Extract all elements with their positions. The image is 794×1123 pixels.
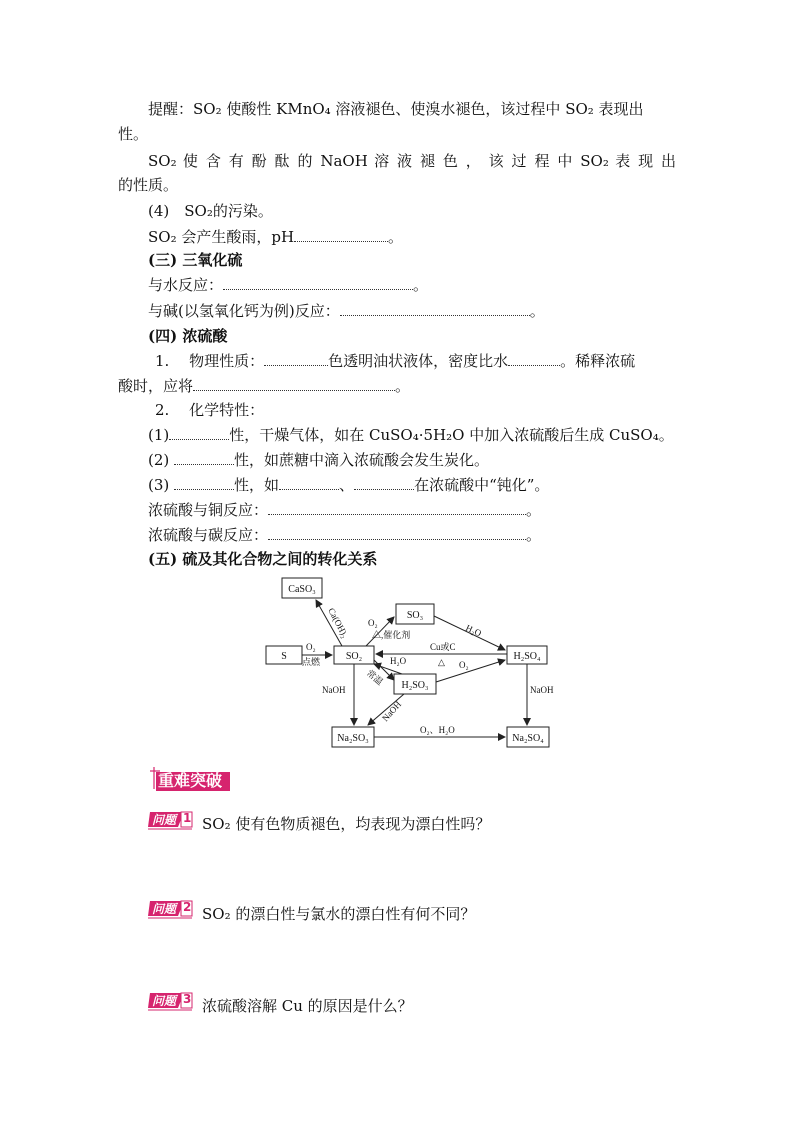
phys-line-1: [155, 351, 635, 371]
so3-water-end: 。: [413, 276, 429, 294]
acid-rain-prefix: SO₂ 会产生酸雨，pH: [148, 228, 295, 246]
ph-blank: [294, 227, 388, 242]
question-3-label: 问题: [152, 994, 177, 1008]
so3-base-label: 与碱(以氢氧化钙为例)反应：: [148, 302, 340, 320]
label-naoh-b: NaOH: [380, 699, 404, 724]
question-3-number: 3: [183, 992, 192, 1006]
c-reaction-label: 浓硫酸与碳反应：: [148, 526, 269, 544]
conversion-heading: (五) 硫及其化合物之间的转化关系: [148, 550, 378, 568]
phys-line-2: [118, 376, 410, 396]
node-caso3: CaSO₃: [288, 584, 316, 595]
question-1-tag: [148, 810, 194, 830]
property-3-metal-blank-2: [354, 475, 414, 490]
label-h2o-b: H₂O: [390, 656, 407, 666]
label-room-temp: 常温: [364, 667, 385, 688]
breakthrough-banner: 重难突破: [158, 771, 223, 790]
phys-mid-1: 色透明油状液体，密度比水: [328, 352, 509, 370]
chem-heading: 2. 化学特性：: [155, 401, 265, 419]
so3-water-line: [148, 275, 428, 295]
node-so3: SO₃: [406, 610, 424, 621]
cu-reaction-line: [148, 500, 541, 520]
question-1-number: 1: [183, 811, 192, 825]
property-3-metal-blank-1: [279, 475, 339, 490]
property-1-text: 性，干燥气体，如在 CuSO₄·5H₂O 中加入浓硫酸后生成 CuSO₄。: [229, 426, 674, 444]
node-na2so3: Na₂SO₃: [337, 733, 369, 744]
property-3-mid: 性，如: [234, 476, 280, 494]
question-2-number: 2: [183, 900, 192, 914]
so3-base-end: 。: [529, 302, 545, 320]
question-1-text: SO₂ 使有色物质褪色，均表现为漂白性吗？: [202, 815, 491, 833]
pollution-heading: (4) SO₂的污染。: [148, 202, 273, 220]
property-3-text: 在浓硫酸中“钝化”。: [414, 476, 550, 494]
question-2-text: SO₂ 的漂白性与氯水的漂白性有何不同？: [202, 905, 476, 923]
question-3-tag: [148, 991, 194, 1011]
label-caoh2: Ca(OH)₂: [326, 606, 351, 640]
label-o2-s: O₂: [306, 642, 316, 652]
so3-base-blank: [340, 301, 530, 316]
label-catalyst: △,催化剂: [372, 630, 411, 640]
label-naoh-c: NaOH: [530, 685, 554, 695]
property-3-blank: [174, 475, 234, 490]
label-h2o-a: H₂O: [464, 622, 483, 639]
question-1-label: 问题: [152, 813, 177, 827]
so3-heading: (三) 三氧化硫: [148, 251, 243, 269]
c-reaction-blank: [268, 525, 526, 540]
phys-prefix: 1. 物理性质：: [155, 352, 265, 370]
property-3-sep: 、: [339, 476, 355, 494]
question-2-tag: [148, 899, 194, 919]
label-heat: △: [438, 657, 445, 667]
h2so4-heading: (四) 浓硫酸: [148, 327, 228, 345]
reminder-line-1-end: 性。: [118, 125, 149, 143]
node-s: S: [281, 651, 287, 662]
property-1-blank: [169, 425, 229, 440]
acid-rain-suffix: 。: [388, 228, 404, 246]
reminder-line-2-end: 的性质。: [118, 176, 179, 194]
phys-line2-prefix: 酸时，应将: [118, 377, 194, 395]
node-na2so4: Na₂SO₄: [512, 733, 544, 744]
label-o2-b: O₂: [459, 660, 469, 670]
reminder-line-1: 提醒：SO₂ 使酸性 KMnO₄ 溶液褪色、使溴水褪色，该过程中 SO₂ 表现出: [148, 100, 644, 118]
cu-reaction-end: 。: [526, 501, 542, 519]
property-2-text: 性，如蔗糖中滴入浓硫酸会发生炭化。: [234, 451, 490, 469]
phys-density-blank: [508, 351, 560, 366]
cu-reaction-label: 浓硫酸与铜反应：: [148, 501, 269, 519]
arrow-h2so3-h2so4: [436, 660, 505, 682]
label-o2-a: O₂: [368, 618, 378, 628]
so3-water-blank: [223, 275, 413, 290]
acid-rain-line: [148, 227, 403, 247]
phys-color-blank: [264, 351, 328, 366]
so3-water-label: 与水反应：: [148, 276, 224, 294]
property-2-blank: [174, 450, 234, 465]
property-1-prefix: (1): [148, 426, 170, 444]
label-cu-or-c: Cu或C: [430, 642, 456, 652]
c-reaction-end: 。: [526, 526, 542, 544]
property-3: [148, 475, 549, 495]
phys-dilute-blank: [193, 376, 395, 391]
so3-base-line: [148, 301, 545, 321]
phys-mid-2: 。稀释浓硫: [560, 352, 636, 370]
property-3-prefix: (3): [148, 476, 170, 494]
sulfur-conversion-diagram: [262, 572, 562, 752]
label-ignite: 点燃: [302, 657, 321, 667]
label-o2-h2o: O₂、H₂O: [420, 725, 455, 735]
reminder-line-2: SO₂ 使 含 有 酚 酞 的 NaOH 溶 液 褪 色 ， 该 过 程 中 SO₂ 表 现 出: [148, 152, 676, 170]
node-so2: SO₂: [345, 651, 363, 662]
c-reaction-line: [148, 525, 541, 545]
node-h2so3: H₂SO₃: [401, 680, 429, 691]
property-2: [148, 450, 489, 470]
question-2-label: 问题: [152, 902, 177, 916]
property-1: [148, 425, 674, 445]
cu-reaction-blank: [268, 500, 526, 515]
node-h2so4: H₂SO₄: [513, 651, 541, 662]
property-2-prefix: (2): [148, 451, 170, 469]
question-3-text: 浓硫酸溶解 Cu 的原因是什么？: [202, 997, 413, 1015]
label-naoh-a: NaOH: [322, 685, 346, 695]
phys-line2-end: 。: [395, 377, 411, 395]
